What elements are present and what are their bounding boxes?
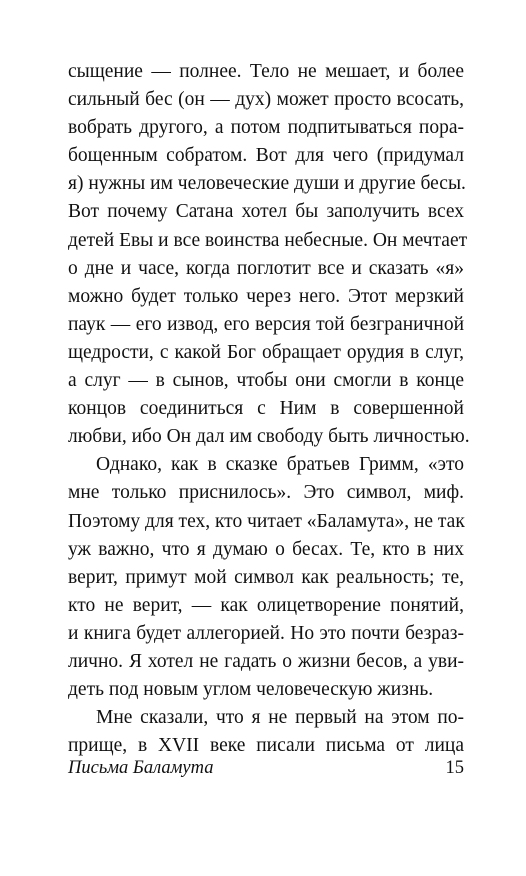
text-line: лично. Я хотел не гадать о жизни бесов, а уви- — [68, 650, 464, 672]
running-title: Письма Баламута — [68, 758, 214, 778]
text-line: и книга будет аллегорией. Но это почти безраз- — [68, 622, 464, 644]
text-line: прище, в XVII веке писали письма от лица — [68, 735, 464, 757]
text-line: я) нужны им человеческие души и другие бесы. — [68, 173, 466, 195]
text-line: а слуг — в сынов, чтобы они смогли в конце — [68, 370, 464, 392]
text-line: Мне сказали, что я не первый на этом по- — [96, 707, 464, 729]
text-line: любви, ибо Он дал им свободу быть личностью. — [68, 426, 470, 448]
text-line: вобрать другого, а потом подпитываться пора- — [68, 117, 464, 139]
text-line: концов соединиться с Ним в совершенной — [68, 398, 464, 420]
text-line: уж важно, что я думаю о бесах. Те, кто в них — [68, 538, 464, 560]
text-line: деть под новым углом человеческую жизнь. — [68, 679, 434, 701]
text-line: сыщение — полнее. Тело не мешает, и более — [68, 61, 464, 82]
text-line: паук — его извод, его версия той безграничной — [68, 313, 464, 335]
text-line: Однако, как в сказке братьев Гримм, «это — [96, 454, 464, 476]
text-line: о дне и часе, когда поглотит все и сказать «я» — [68, 257, 464, 279]
text-line: сильный бес (он — дух) может просто всосать, — [68, 89, 464, 111]
page-number: 15 — [445, 758, 464, 778]
text-line: Поэтому для тех, кто читает «Баламута», не так — [68, 510, 465, 532]
text-line: бощенным собратом. Вот для чего (придумал — [68, 145, 464, 167]
text-line: детей Евы и все воинства небесные. Он мечтает — [68, 229, 468, 251]
text-line: кто не верит, — как олицетворение понятий, — [68, 594, 464, 616]
text-line: Вот почему Сатана хотел бы заполучить всех — [68, 201, 464, 223]
text-line: щедрости, с какой Бог обращает орудия в слуг, — [68, 341, 464, 363]
text-line: мне только приснилось». Это символ, миф. — [68, 482, 464, 504]
page-footer — [68, 754, 464, 782]
text-line: верит, примут мой символ как реальность; те, — [68, 566, 464, 588]
text-line: можно будет только через него. Этот мерзкий — [68, 285, 464, 307]
body-text — [68, 58, 470, 760]
